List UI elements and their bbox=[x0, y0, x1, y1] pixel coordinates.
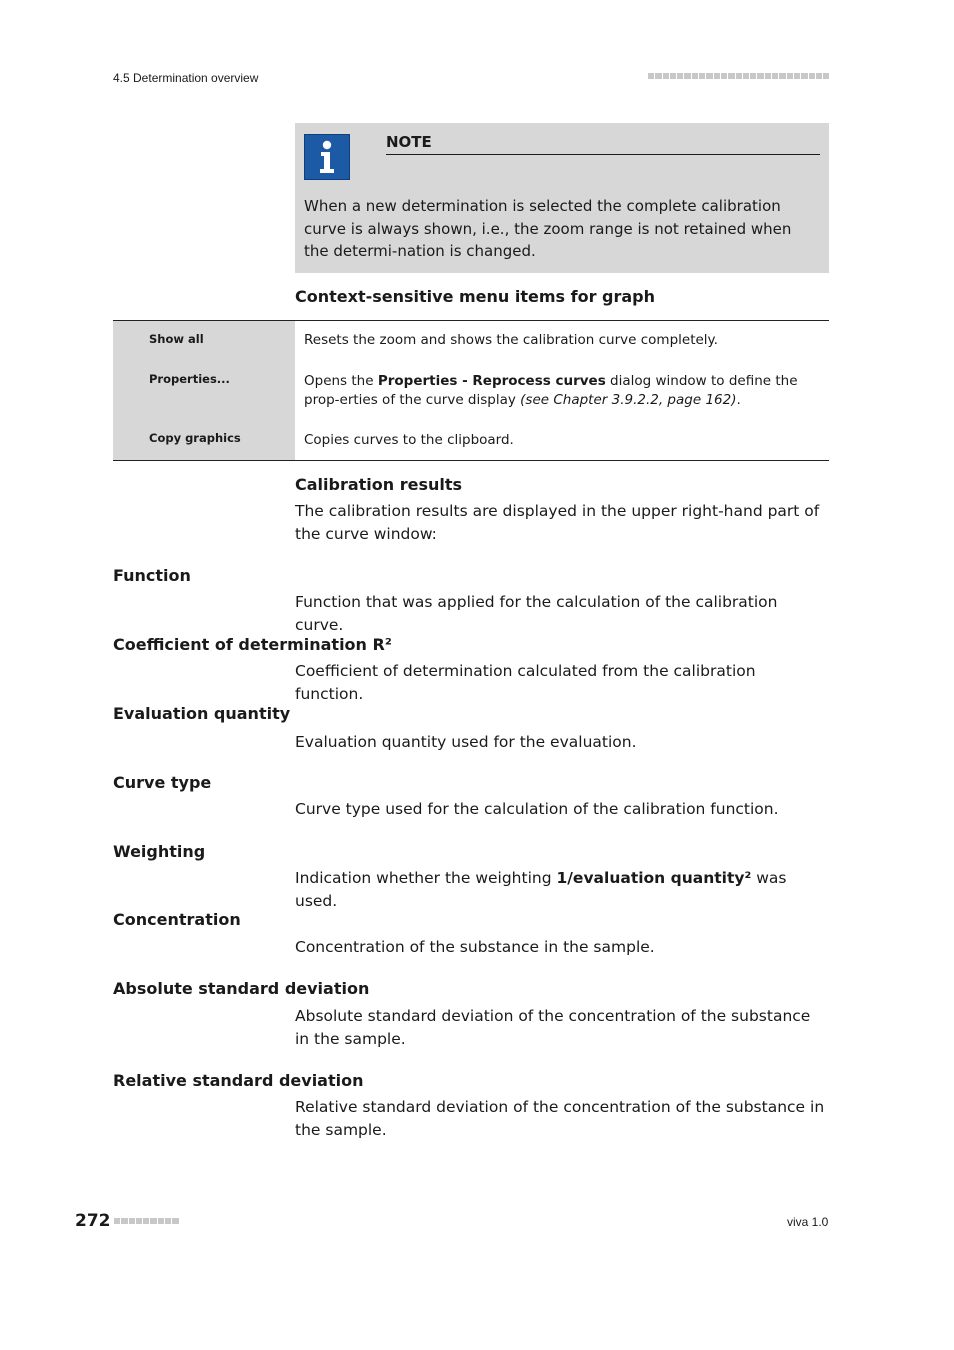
product-version: viva 1.0 bbox=[787, 1215, 829, 1229]
page-number: 272 bbox=[75, 1211, 111, 1231]
calibration-heading: Calibration results bbox=[295, 475, 463, 494]
header-decoration bbox=[648, 73, 829, 79]
term-evaluation-quantity-desc: Evaluation quantity used for the evaluation. bbox=[295, 733, 637, 751]
menu-item-copy-graphics: Copy graphics bbox=[149, 431, 241, 445]
desc-text: Indication whether the weighting bbox=[295, 869, 557, 887]
footer-decoration bbox=[114, 1218, 179, 1224]
menu-item-show-all-desc: Resets the zoom and shows the calibration curve completely. bbox=[304, 332, 718, 348]
dialog-name: Properties - Reprocess curves bbox=[377, 373, 606, 389]
term-weighting-desc bbox=[295, 867, 825, 912]
term-function: Function bbox=[113, 566, 191, 585]
note-text: When a new determination is selected the complete calibration curve is always shown, i.e., the zoom range is not retained when the determi-nation is changed. bbox=[304, 197, 792, 260]
term-function-desc: Function that was applied for the calculation of the calibration curve. bbox=[295, 593, 778, 634]
term-weighting: Weighting bbox=[113, 842, 206, 861]
term-evaluation-quantity: Evaluation quantity bbox=[113, 704, 291, 723]
menu-item-properties-desc bbox=[304, 372, 824, 410]
term-concentration: Concentration bbox=[113, 910, 241, 929]
desc-text: . bbox=[736, 392, 741, 408]
calibration-intro: The calibration results are displayed in the upper right-hand part of the curve window: bbox=[295, 502, 820, 543]
desc-text: was used. bbox=[295, 869, 787, 910]
note-title: NOTE bbox=[386, 133, 820, 155]
term-curve-type-desc: Curve type used for the calculation of the calibration function. bbox=[295, 800, 779, 818]
term-curve-type: Curve type bbox=[113, 773, 212, 792]
term-coefficient-desc: Coefficient of determination calculated from the calibration function. bbox=[295, 662, 756, 703]
chapter-reference: (see Chapter 3.9.2.2, page 162) bbox=[520, 392, 737, 408]
term-coefficient: Coefficient of determination R² bbox=[113, 635, 392, 654]
term-relative-sd: Relative standard deviation bbox=[113, 1071, 364, 1090]
info-icon bbox=[304, 134, 350, 180]
desc-text: Opens the bbox=[304, 373, 378, 389]
context-menu-heading: Context-sensitive menu items for graph bbox=[295, 287, 656, 306]
context-menu-table bbox=[113, 320, 829, 461]
note-box bbox=[295, 123, 829, 273]
term-relative-sd-desc: Relative standard deviation of the concentration of the substance in the sample. bbox=[295, 1098, 825, 1139]
menu-item-copy-graphics-desc: Copies curves to the clipboard. bbox=[304, 432, 514, 448]
menu-item-properties: Properties... bbox=[149, 372, 230, 386]
menu-item-show-all: Show all bbox=[149, 332, 204, 346]
weighting-value: 1/evaluation quantity² bbox=[556, 869, 752, 887]
term-concentration-desc: Concentration of the substance in the sample. bbox=[295, 938, 655, 956]
desc-text: dialog window to define the prop-erties of the curve display bbox=[304, 373, 798, 408]
term-absolute-sd-desc: Absolute standard deviation of the concentration of the substance in the sample. bbox=[295, 1007, 811, 1048]
term-absolute-sd: Absolute standard deviation bbox=[113, 979, 370, 998]
header-section-title: 4.5 Determination overview bbox=[113, 71, 259, 85]
